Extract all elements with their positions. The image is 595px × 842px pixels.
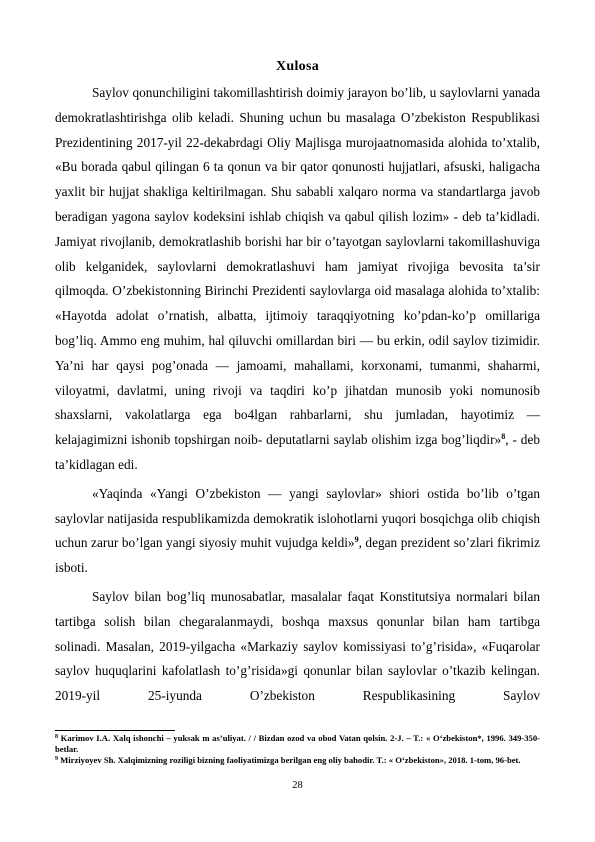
footnote-8 xyxy=(55,733,540,755)
footnote-divider xyxy=(55,730,175,731)
section-title: Xulosa xyxy=(275,59,320,74)
footnotes xyxy=(55,733,540,767)
paragraph-2-tail: , degan prezident so’zlari fikrimiz isboti. xyxy=(55,535,540,576)
paragraph-1-text: Saylov qonunchiligini takomillashtirish doimiy jarayon bo’lib, u saylovlarni yanada demokratlashtirishga olib keladi. Shuning uchun bu masalaga O’zbekiston Respublikasi Prezidentining 2017-yil 22-dekabrdagi Oliy Majlisga murojaatnomasida alohida to’xtalib, «Bu borada qabul qilingan 6 ta qonun va bir qator qonunosti hujjatlari, afsuski, haligacha yaxlit bir hujjat shakliga keltirilmagan. Shu sababli xalqaro norma va standartlarga javob beradigan yagona saylov kodeksini ishlab chiqish va qabul qilish lozim» - deb ta’kidladi. Jamiyat rivojlanib, demokratlashib borishi har bir o’tayotgan saylovlarni takomillashuviga olib kelganidek, saylovlarni demokratlashuvi ham jamiyat rivojiga bevosita ta’sir qilmoqda. O’zbekistonning Birinchi Prezidenti saylovlarga oid masalaga alohida to’xtalib: «Hayotda adolat o’rnatish, albatta, ijtimoiy taraqqiyotning ko’pdan-ko’p omillariga bog’liq. Ammo eng muhim, hal qiluvchi omillardan biri — bu erkin, odil saylov tizimidir. Ya’ni har qaysi pog’onada — jamoami, mahallami, korxonami, tumanmi, shaharmi, viloyatmi, davlatmi, uning rivoji va taqdiri ko’p jihatdan munosib yoki nomunosib shaxslarni, vakolatlarga ega bo4lgan rahbarlarni, shu jumladan, hayotimiz — kelajagimizni ishonib topshirgan noib- deputatlarni saylab olishim izga bog’liqdir» xyxy=(55,85,540,448)
footnote-text: Mirziyoyev Sh. Xalqimizning roziligi bizning faoliyatimizga berilgan eng oliy bahodir. T.: « O‘zbekiston», 2018. 1-tom, 96-bet. xyxy=(58,755,521,766)
footnote-9 xyxy=(55,755,540,766)
footnote-ref-9: 9 xyxy=(354,535,359,545)
footnote-text: Karimov I.A. Xalq ishonchi – yuksak m as’uliyat. / / Bizdan ozod va obod Vatan qolsin. 2-J. – T.: « O‘zbekiston*, 1996. 349-350-betlar. xyxy=(55,733,540,755)
body-text xyxy=(55,81,540,709)
paragraph-2 xyxy=(55,482,540,581)
paragraph-1-tail: , - deb ta’kidlagan edi. xyxy=(55,432,540,472)
footnote-number: 8 xyxy=(55,734,58,740)
paragraph-2-text: «Yaqinda «Yangi O’zbekiston — yangi saylovlar» shiori ostida bo’lib o’tgan saylovlar natijasida respublikamizda demokratik islohotlarni yuqori bosqichga olib chiqish uchun zarur bo’lgan yangi siyosiy muhit vujudga keldi» xyxy=(55,485,540,551)
footnote-ref-8: 8 xyxy=(501,432,506,442)
paragraph-3 xyxy=(55,585,540,709)
footnote-number: 9 xyxy=(55,756,58,763)
paragraph-1 xyxy=(55,81,540,478)
page-number: 28 xyxy=(292,780,303,791)
paragraph-3-text: Saylov bilan bog’liq munosabatlar, masalalar faqat Konstitutsiya normalari bilan tartibga solish bilan chegaralanmaydi, boshqa maxsus qonunlar bilan ham tartibga solinadi. Masalan, 2019-yilgacha «Markaziy saylov komissiyasi to’g’risida», «Fuqarolar saylov huquqlarini kafolatlash to’g’risida»gi qonunlar bilan saylovlar o’tkazib kelingan. 2019-yil 25-iyunda O’zbekiston Respublikasining Saylov xyxy=(55,588,540,704)
